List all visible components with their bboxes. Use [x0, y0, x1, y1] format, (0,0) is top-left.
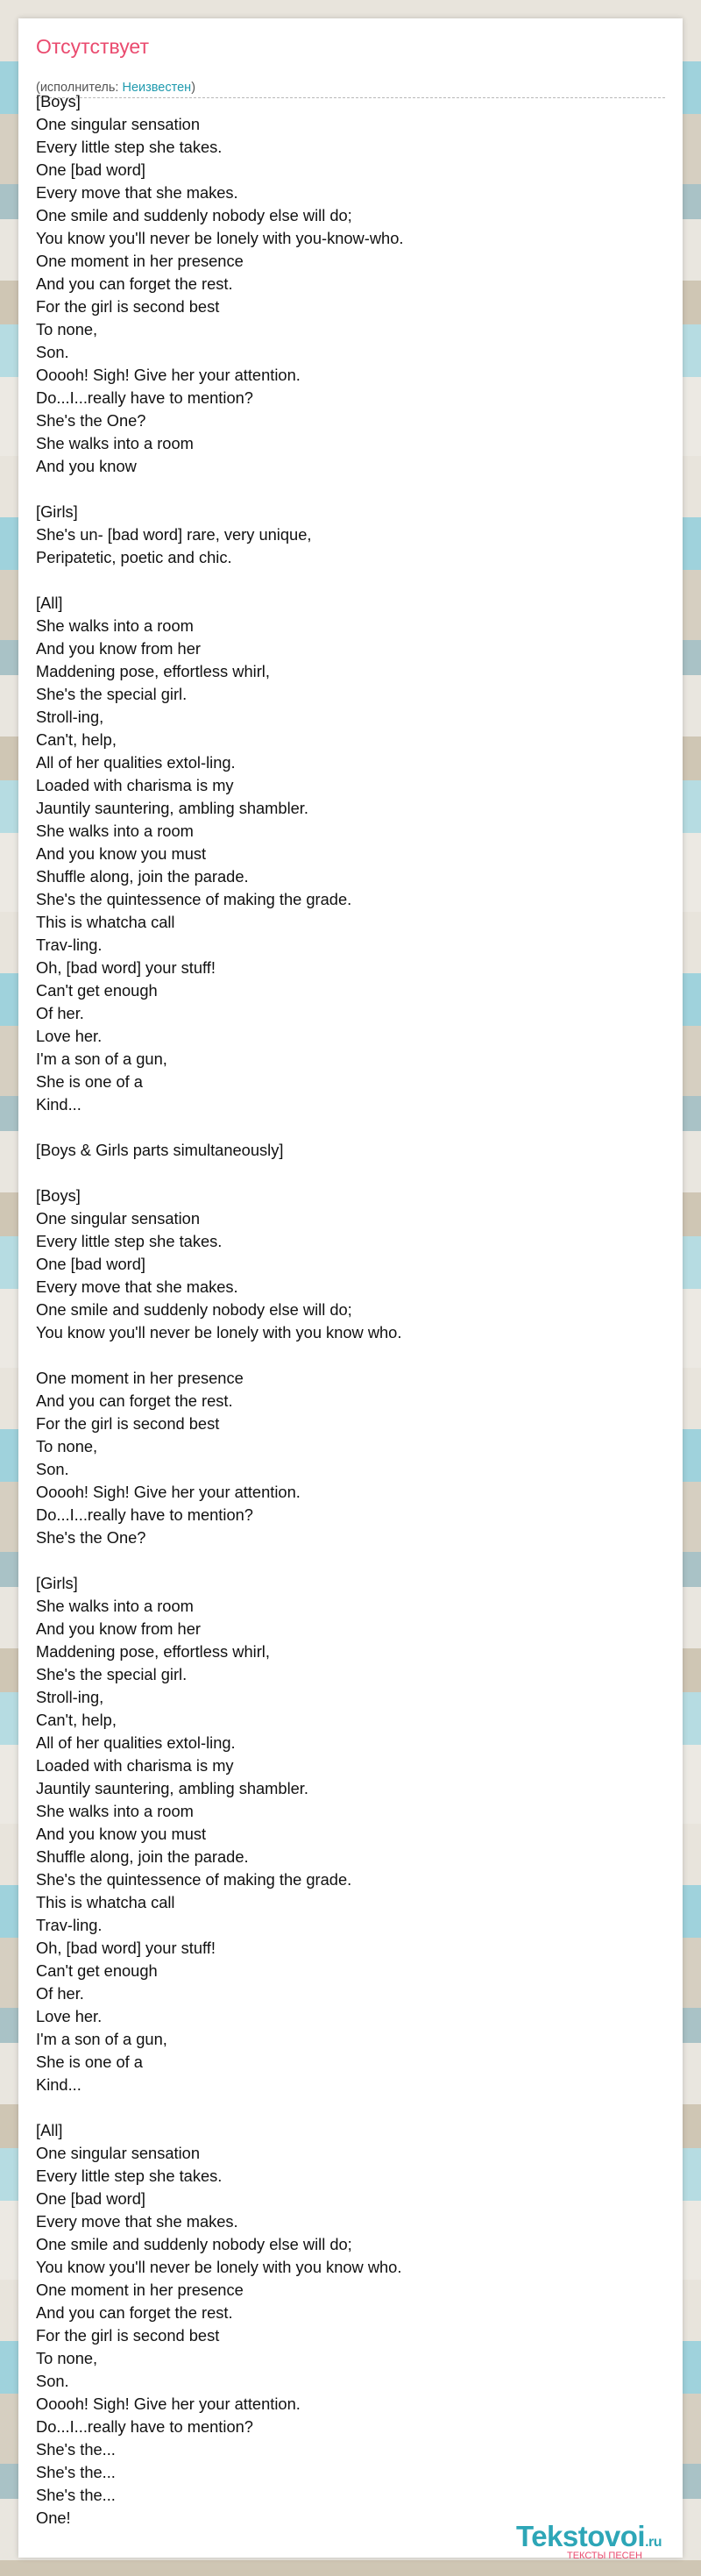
lyric-line: All of her qualities extol-ling. [36, 753, 236, 772]
lyric-line: Every move that she makes. [36, 183, 238, 202]
lyric-line: One singular sensation [36, 2144, 200, 2162]
lyric-line: Stroll-ing, [36, 1688, 104, 1706]
lyric-line: One singular sensation [36, 115, 200, 133]
lyric-line: [Girls] [36, 1574, 78, 1592]
lyric-line: Kind... [36, 1095, 81, 1114]
lyric-line: Do...I...really have to mention? [36, 2417, 253, 2436]
lyric-line: To none, [36, 2349, 98, 2367]
lyric-line: One [bad word] [36, 160, 145, 179]
lyric-line: Oh, [bad word] your stuff! [36, 958, 216, 977]
lyric-line: She walks into a room [36, 1597, 194, 1615]
lyric-line: Can't get enough [36, 981, 158, 1000]
lyric-line: One moment in her presence [36, 1369, 244, 1387]
lyric-line: Shuffle along, join the parade. [36, 1847, 249, 1866]
lyric-line: Can't, help, [36, 1711, 117, 1729]
lyric-line: Ooooh! Sigh! Give her your attention. [36, 2395, 301, 2413]
lyric-line: You know you'll never be lonely with you know who. [36, 1323, 402, 1341]
lyric-line: And you can forget the rest. [36, 274, 233, 293]
lyric-line: Ooooh! Sigh! Give her your attention. [36, 366, 301, 384]
lyric-line: Every little step she takes. [36, 1232, 223, 1250]
lyric-line: Jauntily sauntering, ambling shambler. [36, 799, 308, 817]
lyric-line: [Boys & Girls parts simultaneously] [36, 1141, 284, 1159]
lyric-line: She walks into a room [36, 616, 194, 635]
artist-suffix: ) [191, 81, 196, 95]
lyric-line: Of her. [36, 1984, 84, 2003]
lyric-line: Do...I...really have to mention? [36, 1505, 253, 1524]
lyric-line: Love her. [36, 2007, 103, 2025]
lyric-line: She's the quintessence of making the grade. [36, 1870, 352, 1889]
lyric-spacer [36, 2096, 665, 2119]
lyric-line: Jauntily sauntering, ambling shambler. [36, 1779, 308, 1797]
lyric-line: [All] [36, 2121, 63, 2139]
artist-link[interactable]: Неизвестен [122, 81, 192, 95]
lyric-line: One moment in her presence [36, 2281, 244, 2299]
lyric-line: You know you'll never be lonely with you-know-who. [36, 229, 404, 247]
lyric-line: She walks into a room [36, 822, 194, 840]
logo-name: Tekstovoi [516, 2520, 646, 2552]
lyric-line: Oh, [bad word] your stuff! [36, 1939, 216, 1957]
lyric-line: Maddening pose, effortless whirl, [36, 662, 270, 680]
lyric-line: Loaded with charisma is my [36, 776, 234, 794]
lyric-line: Stroll-ing, [36, 708, 104, 726]
lyric-line: Love her. [36, 1027, 103, 1045]
lyric-line: Loaded with charisma is my [36, 1756, 234, 1775]
lyric-line: She is one of a [36, 2053, 143, 2071]
lyric-line: Peripatetic, poetic and chic. [36, 548, 232, 566]
lyric-line: Maddening pose, effortless whirl, [36, 1642, 270, 1661]
site-logo[interactable] [516, 2521, 691, 2565]
lyric-line: And you know you must [36, 844, 207, 863]
lyric-line: I'm a son of a gun, [36, 1050, 167, 1068]
lyric-line: I'm a son of a gun, [36, 2030, 167, 2048]
lyric-spacer [36, 1162, 665, 1185]
lyric-line: She's the... [36, 2463, 116, 2481]
lyric-line: Every little step she takes. [36, 2167, 223, 2185]
lyric-line: To none, [36, 320, 98, 338]
lyric-line: One singular sensation [36, 1209, 200, 1228]
lyric-line: One! [36, 2508, 71, 2527]
lyric-line: Son. [36, 2372, 69, 2390]
lyric-line: This is whatcha call [36, 1893, 175, 1911]
lyrics-body [36, 90, 665, 2530]
lyric-line: For the girl is second best [36, 2326, 220, 2345]
lyric-line: She's the One? [36, 1528, 146, 1547]
lyric-line: She's the special girl. [36, 1665, 188, 1683]
lyric-line: One moment in her presence [36, 252, 244, 270]
lyrics-page [18, 18, 683, 2561]
lyric-line: Kind... [36, 2075, 81, 2094]
lyric-spacer [36, 1344, 665, 1367]
lyric-line: For the girl is second best [36, 297, 220, 316]
lyric-line: And you can forget the rest. [36, 1391, 233, 1410]
song-title: Отсутствует [36, 35, 149, 58]
lyric-line: To none, [36, 1437, 98, 1455]
lyric-line: And you know from her [36, 639, 201, 658]
lyric-line: And you know you must [36, 1825, 207, 1843]
lyric-line: Shuffle along, join the parade. [36, 867, 249, 886]
lyric-line: This is whatcha call [36, 913, 175, 931]
lyric-line: [Boys] [36, 92, 81, 110]
logo-tagline: ТЕКСТЫ ПЕСЕН [567, 2551, 642, 2561]
lyric-line: She's the... [36, 2440, 116, 2459]
lyric-line: She walks into a room [36, 1802, 194, 1820]
lyric-line: One smile and suddenly nobody else will do; [36, 2235, 352, 2253]
lyric-line: Trav-ling. [36, 1916, 103, 1934]
artist-prefix: (исполнитель: [36, 81, 123, 95]
lyric-spacer [36, 569, 665, 592]
lyric-spacer [36, 1549, 665, 1572]
lyric-line: One smile and suddenly nobody else will do; [36, 1300, 352, 1319]
lyric-line: She walks into a room [36, 434, 194, 452]
lyric-line: She's the... [36, 2486, 116, 2504]
lyric-line: Son. [36, 1460, 69, 1478]
lyric-line: She's the One? [36, 411, 146, 430]
lyric-line: Every move that she makes. [36, 2212, 238, 2231]
lyric-line: For the girl is second best [36, 1414, 220, 1433]
lyric-line: And you know [36, 457, 137, 475]
lyric-line: [Boys] [36, 1186, 81, 1205]
lyric-line: Every move that she makes. [36, 1277, 238, 1296]
lyric-spacer [36, 1116, 665, 1139]
lyric-line: Can't get enough [36, 1961, 158, 1980]
lyric-line: Of her. [36, 1004, 84, 1022]
lyric-line: She's un- [bad word] rare, very unique, [36, 525, 312, 544]
lyric-line: Every little step she takes. [36, 138, 223, 156]
lyric-line: Son. [36, 343, 69, 361]
lyric-line: Ooooh! Sigh! Give her your attention. [36, 1483, 301, 1501]
lyric-line: And you can forget the rest. [36, 2303, 233, 2322]
lyric-line: [Girls] [36, 502, 78, 521]
lyric-line: And you know from her [36, 1619, 201, 1638]
lyric-line: One [bad word] [36, 2189, 145, 2208]
lyric-line: One [bad word] [36, 1255, 145, 1273]
lyric-line: All of her qualities extol-ling. [36, 1733, 236, 1752]
lyric-line: She's the special girl. [36, 685, 188, 703]
lyric-line: You know you'll never be lonely with you know who. [36, 2258, 402, 2276]
lyric-line: Trav-ling. [36, 936, 103, 954]
lyric-line: [All] [36, 594, 63, 612]
lyric-line: One smile and suddenly nobody else will do; [36, 206, 352, 224]
lyric-line: Do...I...really have to mention? [36, 388, 253, 407]
lyric-spacer [36, 478, 665, 501]
lyric-line: She is one of a [36, 1072, 143, 1091]
lyric-line: She's the quintessence of making the grade. [36, 890, 352, 908]
logo-tld: .ru [645, 2535, 662, 2550]
lyric-line: Can't, help, [36, 730, 117, 749]
song-header [36, 34, 665, 98]
